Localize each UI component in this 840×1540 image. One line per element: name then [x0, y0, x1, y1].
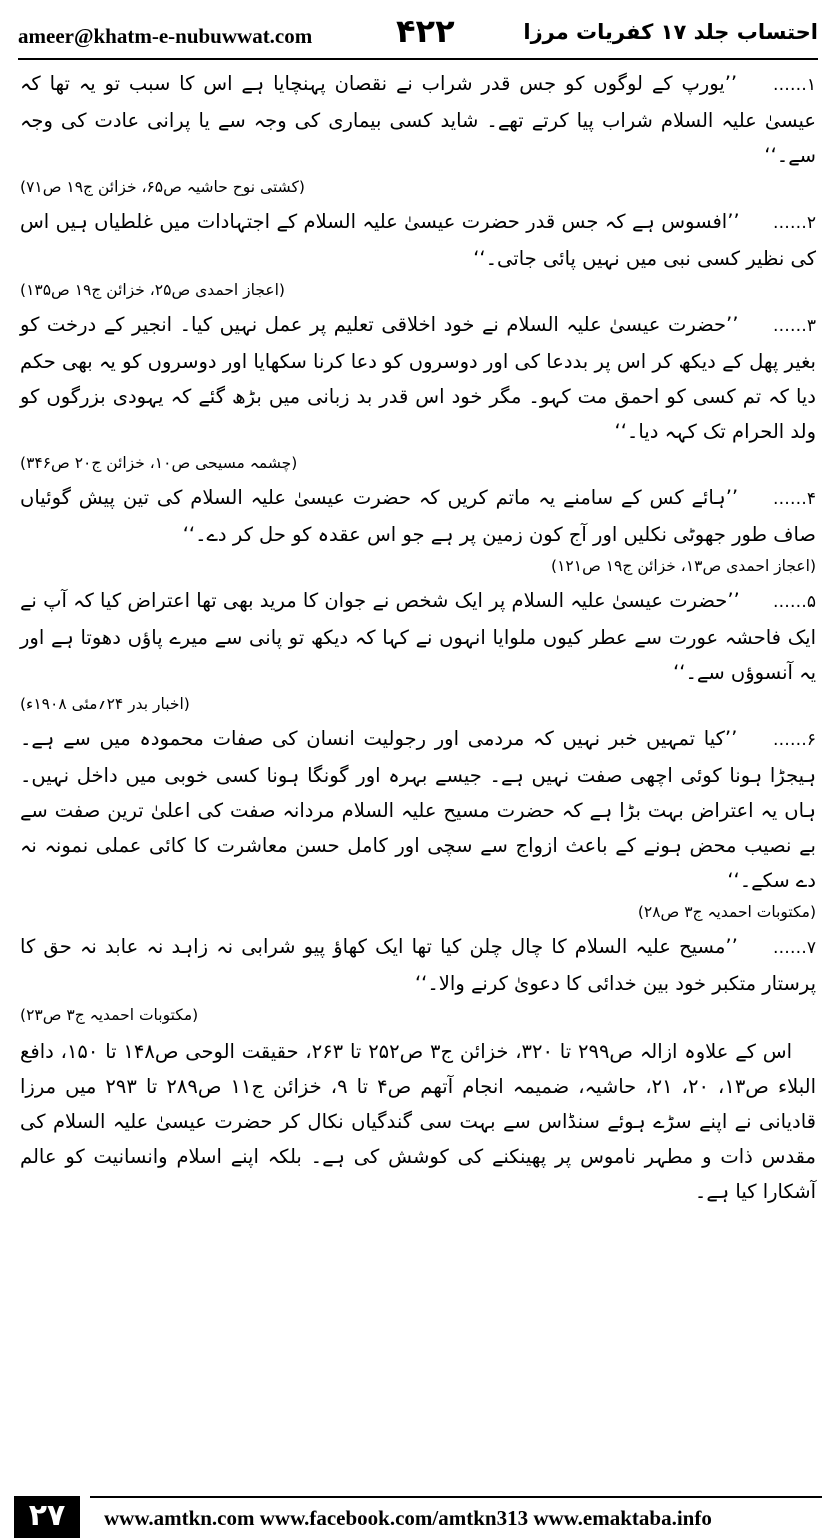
- quote-reference: (مکتوبات احمدیہ ج۳ ص۲۳): [20, 1006, 199, 1024]
- header-divider: [18, 58, 818, 60]
- quote-item-3: [20, 307, 816, 478]
- quote-text: ’’کیا تمہیں خبر نہیں کہ مردمی اور رجولیت انسان کی صفات محمودہ میں سے ہے۔ ہیجڑا ہونا کوئی اچھی صفت نہیں ہے۔ جیسے بہرہ اور گونگا ہونا کسی خوبی میں داخل نہیں۔ ہاں یہ اعتراض بہت بڑا ہے کہ حضرت مسیح علیہ السلام مردانہ صفت کی اعلیٰ ترین صفت سے بے نصیب محض ہونے کے باعث ازواج سے سچی اور کامل حسن معاشرت کا کائی عملی نمونہ نہ دے سکے۔‘‘: [20, 727, 816, 892]
- quote-reference: (چشمہ مسیحی ص۱۰، خزائن ج۲۰ ص۳۴۶): [20, 454, 298, 472]
- footer-divider: [90, 1496, 822, 1498]
- quote-item-4: [20, 480, 816, 581]
- page-header: [18, 8, 818, 58]
- quote-item-6: [20, 721, 816, 927]
- quote-reference: (اعجاز احمدی ص۱۳، خزائن ج۱۹ ص۱۲۱): [551, 557, 816, 575]
- closing-paragraph: اس کے علاوہ ازالہ ص۲۹۹ تا ۳۲۰، خزائن ج۳ ص۲۵۲ تا ۲۶۳، حقیقت الوحی ص۱۴۸ تا ۱۵۰، دافع البلاء ص۱۳، ۲۰، ۲۱، حاشیہ، ضمیمہ انجام آتھم ص۴ تا ۹، خزائن ج۱۱ ص۲۸۹ تا ۲۹۳ میں مرزا قادیانی نے اپنے سڑے ہوئے سنڈاس سے بہت سی گندگیاں نکال کر حضرت عیسیٰ علیہ السلام کی مقدس ذات و مطہر ناموس پر پھینکنے کی کوشش کی ہے۔ بلکہ اپنے اسلام وانسانیت کو عالم آشکارا کیا ہے۔: [20, 1040, 817, 1203]
- quote-number: ۵……: [772, 592, 816, 612]
- header-page-number: ۴۲۲: [396, 12, 455, 50]
- quote-reference: (اخبار بدر ۲۴؍مئی ۱۹۰۸ء): [20, 695, 190, 713]
- quote-item-5: [20, 583, 816, 719]
- quote-text: ’’مسیح علیہ السلام کا چال چلن کیا تھا ایک کھاؤ پیو شرابی نہ زاہد نہ عابد نہ حق کا پرستار متکبر خود بین خدائی کا دعویٰ کرنے والا۔‘‘: [20, 935, 816, 995]
- footer-page-box: ۲۷: [14, 1496, 80, 1538]
- quote-number: ۱……: [772, 75, 817, 95]
- quote-text: ’’ہائے کس کے سامنے یہ ماتم کریں کہ حضرت عیسیٰ علیہ السلام کی تین پیش گوئیاں صاف طور جھوٹی نکلیں اور آج کون زمین پر ہے جو اس عقدہ کو حل کر دے۔‘‘: [20, 486, 816, 546]
- page-content: [20, 66, 816, 1209]
- quote-reference: (کشتی نوح حاشیہ ص۶۵، خزائن ج۱۹ ص۷۱): [20, 178, 305, 196]
- quote-text: ’’یورپ کے لوگوں کو جس قدر شراب نے نقصان پہنچایا ہے اس کا سبب تو یہ تھا کہ عیسیٰ علیہ السلام شراب پیا کرتے تھے۔ شاید کسی بیماری کی وجہ سے یا پرانی عادت کی وجہ سے۔‘‘: [20, 72, 816, 167]
- page-footer: [14, 1496, 822, 1540]
- quote-reference: (مکتوبات احمدیہ ج۳ ص۲۸): [637, 903, 816, 921]
- quote-number: ۳……: [772, 316, 816, 336]
- quote-number: ۴……: [772, 489, 816, 509]
- quote-number: ۶……: [772, 730, 817, 750]
- quote-text: ’’افسوس ہے کہ جس قدر حضرت عیسیٰ علیہ السلام کے اجتہادات میں غلطیاں ہیں اس کی نظیر کسی نبی میں نہیں پائی جاتی۔‘‘: [20, 210, 816, 270]
- footer-links: www.amtkn.com www.facebook.com/amtkn313 www.emaktaba.info: [104, 1506, 712, 1530]
- header-title: احتساب جلد ۱۷ کفریات مرزا: [523, 20, 818, 44]
- header-email: ameer@khatm-e-nubuwwat.com: [18, 24, 313, 48]
- quote-item-2: [20, 204, 816, 305]
- quote-item-1: [20, 66, 816, 202]
- quote-item-7: [20, 929, 816, 1030]
- quote-reference: (اعجاز احمدی ص۲۵، خزائن ج۱۹ ص۱۳۵): [20, 281, 285, 299]
- quote-text: ’’حضرت عیسیٰ علیہ السلام پر ایک شخص نے جوان کا مرید بھی تھا اعتراض کیا کہ آپ نے ایک فاحشہ عورت سے عطر کیوں ملوایا انہوں نے کہا کہ دیکھ تو پانی سے میرے پاؤں دھوتا ہے اور یہ آنسوؤں سے۔‘‘: [20, 589, 816, 684]
- quote-number: ۲……: [772, 213, 816, 233]
- quote-text: ’’حضرت عیسیٰ علیہ السلام نے خود اخلاقی تعلیم پر عمل نہیں کیا۔ انجیر کے درخت کو بغیر پھل کے دیکھ کر اس پر بددعا کی اور دوسروں کو دعا کرنا سکھایا اور دوسروں کو یہ بھی حکم دیا کہ تم کسی کو احمق مت کہو۔ مگر خود اس قدر بد زبانی میں بڑھ گئے کہ یہودی بزرگوں کو ولد الحرام تک کہہ دیا۔‘‘: [20, 313, 816, 443]
- quote-number: ۷……: [772, 938, 817, 958]
